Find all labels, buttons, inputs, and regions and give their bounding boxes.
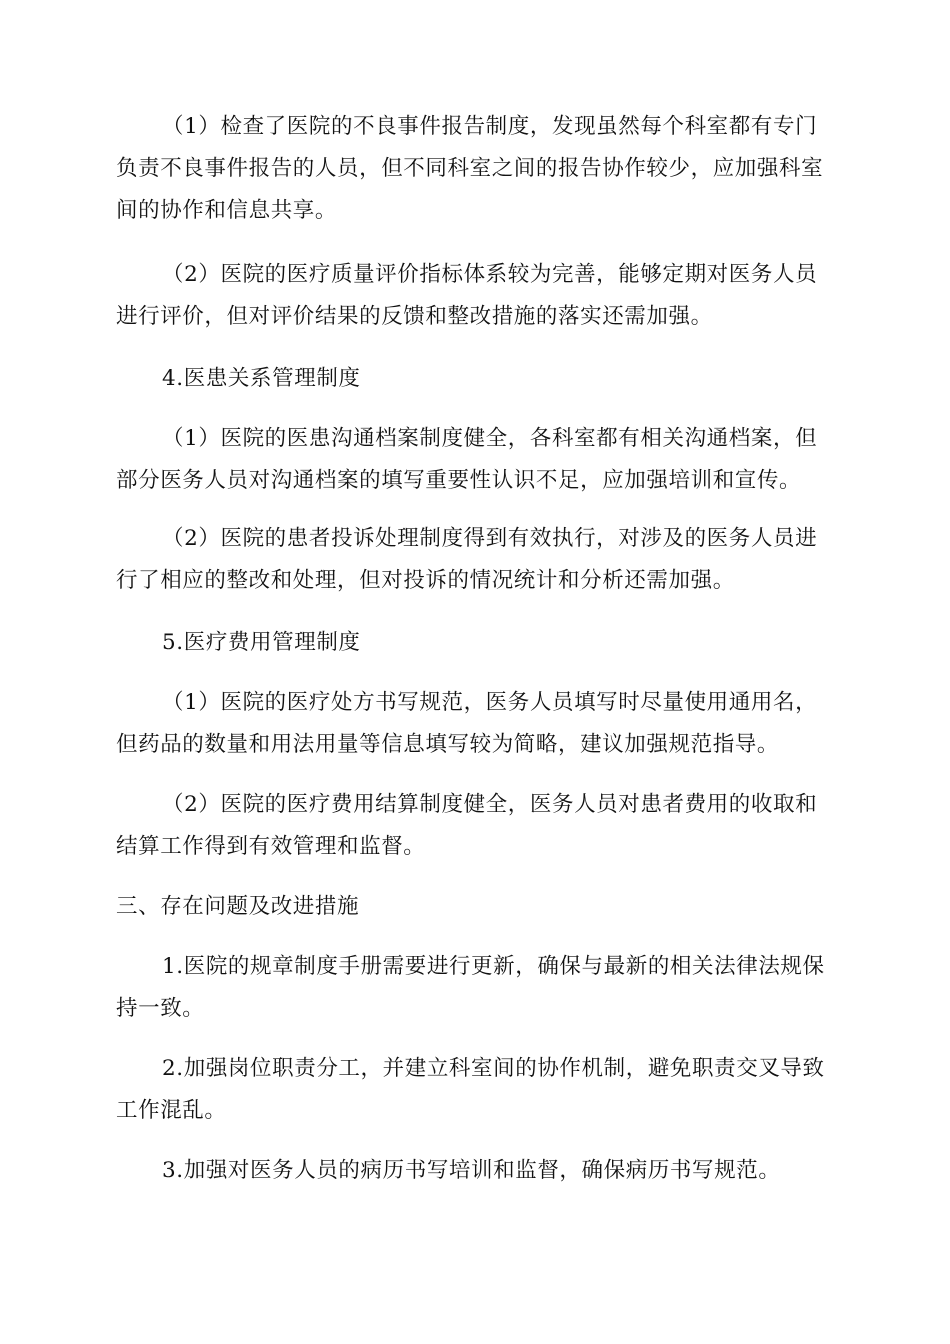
heading-medical-fee-management: 5.医疗费用管理制度 bbox=[162, 630, 361, 655]
heading-problems-and-improvements: 三、存在问题及改进措施 bbox=[116, 894, 360, 919]
list-item-job-responsibilities: 2.加强岗位职责分工，并建立科室间的协作机制，避免职责交叉导致工作混乱。 bbox=[116, 1056, 825, 1123]
paragraph-complaint-handling: （2）医院的患者投诉处理制度得到有效执行，对涉及的医务人员进行了相应的整改和处理，但对投诉的情况统计和分析还需加强。 bbox=[116, 526, 818, 593]
heading-doctor-patient-relations: 4.医患关系管理制度 bbox=[162, 366, 361, 391]
paragraph-communication-records: （1）医院的医患沟通档案制度健全，各科室都有相关沟通档案，但部分医务人员对沟通档案的填写重要性认识不足，应加强培训和宣传。 bbox=[116, 426, 818, 493]
paragraph-adverse-event-reporting: （1）检查了医院的不良事件报告制度，发现虽然每个科室都有专门负责不良事件报告的人员，但不同科室之间的报告协作较少，应加强科室间的协作和信息共享。 bbox=[116, 114, 824, 223]
paragraph-fee-settlement: （2）医院的医疗费用结算制度健全，医务人员对患者费用的收取和结算工作得到有效管理和监督。 bbox=[116, 792, 818, 859]
list-item-update-handbook: 1.医院的规章制度手册需要进行更新，确保与最新的相关法律法规保持一致。 bbox=[116, 954, 825, 1021]
list-item-medical-record-training: 3.加强对医务人员的病历书写培训和监督，确保病历书写规范。 bbox=[162, 1158, 781, 1183]
paragraph-prescription-writing: （1）医院的医疗处方书写规范，医务人员填写时尽量使用通用名，但药品的数量和用法用量等信息填写较为简略，建议加强规范指导。 bbox=[116, 690, 818, 757]
paragraph-quality-evaluation: （2）医院的医疗质量评价指标体系较为完善，能够定期对医务人员进行评价，但对评价结果的反馈和整改措施的落实还需加强。 bbox=[116, 262, 818, 329]
